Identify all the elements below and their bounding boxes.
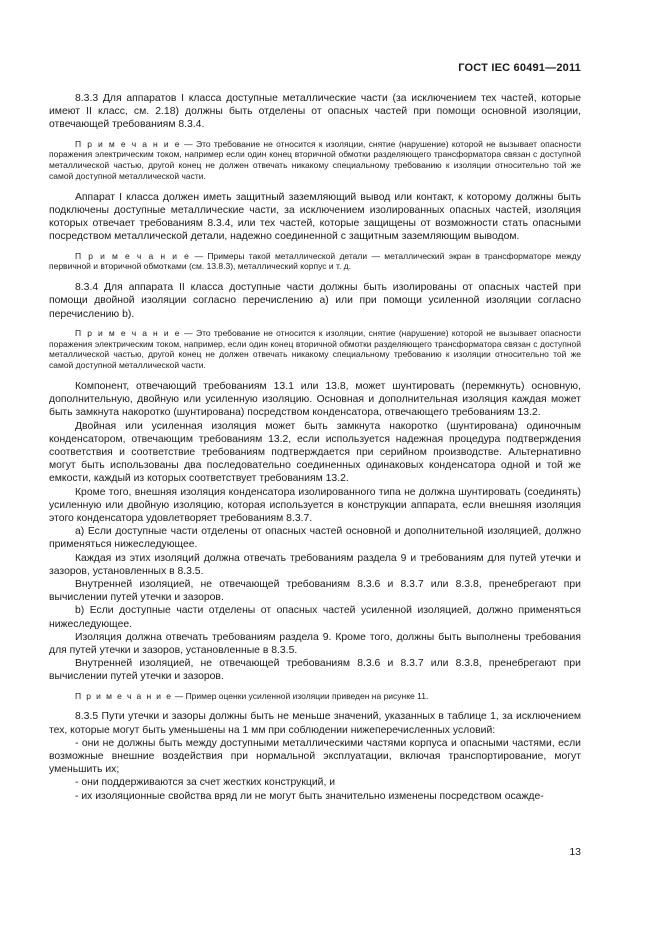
note-paragraph	[49, 328, 581, 371]
list-item-b: b) Если доступные части отделены от опасных частей усиленной изоляцией, должно применяться нижеследующее.	[49, 605, 581, 630]
page-body	[49, 92, 581, 803]
condition-item: - они поддерживаются за счет жестких конструкций, и	[75, 777, 336, 789]
clause-8-3-3: 8.3.3 Для аппаратов I класса доступные металлические части (за исключением тех частей, которые имеют II класс, см. 2.18) должны быть отделены от опасных частей при помощи основной изоляции, отвечающей требованиям 8.3.4.	[49, 93, 581, 131]
body-paragraph: Двойная или усиленная изоляция может быть замкнута накоротко (шунтирована) одиночным конденсатором, отвечающим требованиям 13.2, если используется надежная процедура подтверждения соответствия и соответствие требованиям подтверждается при серийном производстве. Альтернативно могут быть использованы два последовательно соединенных одинаковых конденсатора одной и той же емкости, каждый из которых соответствует требованиям 13.2.	[49, 420, 581, 485]
note-paragraph	[49, 139, 581, 182]
clause-8-3-4: 8.3.4 Для аппарата II класса доступные части должны быть изолированы от опасных частей при помощи двойной изоляции согласно перечислению а) или при помощи усиленной изоляции согласно перечислению b).	[49, 282, 581, 320]
body-paragraph: Каждая из этих изоляций должна отвечать требованиям раздела 9 и требованиям для путей утечки и зазоров, установленных в 8.3.5.	[49, 552, 581, 577]
body-paragraph: Изоляция должна отвечать требованиям раздела 9. Кроме того, должны быть выполнены требования для путей утечки и зазоров, установленные в 8.3.5.	[49, 631, 581, 657]
note-paragraph	[49, 691, 581, 702]
standard-header: ГОСТ IEC 60491—2011	[458, 62, 581, 74]
body-paragraph: Кроме того, внешняя изоляция конденсатора изолированного типа не должна шунтировать (соединять) усиленную или двойную изоляцию, которая используется в конструкции аппарата, если внешняя изоляция этого конденсатора удовлетворяет требованиям 8.3.7.	[49, 486, 581, 525]
note-text: — Это требование не относится к изоляции, снятие (нарушение) которой не вызывает опасности поражения электрическим током, например если один конец вторичной обмотки разделяющего трансформатора связан с доступной металлической частью, другой конец не должен отвечать никакому специальному требованию к изоляции относительно той же самой доступной металлической части.	[49, 138, 581, 181]
clause-8-3-5: 8.3.5 Пути утечки и зазоры должны быть не меньше значений, указанных в таблице 1, за исключением тех, которые могут быть уменьшены на 1 мм при соблюдении нижеперечисленных условий:	[49, 711, 581, 736]
note-text: — Пример оценки усиленной изоляции приведен на рисунке 11.	[172, 690, 429, 701]
note-label: П р и м е ч а н и е	[75, 690, 173, 701]
class-1-paragraph: Аппарат I класса должен иметь защитный заземляющий вывод или контакт, к которому должны быть подключены доступные металлические части, за исключением изолированных опасных частей, изоляция которых отвечает требованиям 8.3.4, или тех частей, которые защищены от возможности стать опасными посредством металлической детали, надежно соединенной с защитным заземляющим выводом.	[49, 191, 581, 243]
note-label: П р и м е ч а н и е	[75, 250, 191, 261]
condition-item: - их изоляционные свойства вряд ли не могут быть значительно изменены посредством осажде-	[75, 790, 544, 802]
condition-item: - они не должны быть между доступными металлическими частями корпуса и опасными частями, если возможные внешние воздействия при нормальной эксплуатации, включая транспортирование, могут уменьшить их;	[49, 737, 581, 776]
note-text: — Примеры такой металлической детали — металлический экран в трансформаторе между первичной и вторичной обмотками (см. 13.8.3), металлический корпус и т. д.	[49, 250, 581, 272]
page-number: 13	[569, 846, 581, 858]
list-item-a: а) Если доступные части отделены от опасных частей основной и дополнительной изоляцией, должно применяться нижеследующее.	[49, 526, 581, 551]
note-text: — Это требование не относится к изоляции, снятие (нарушение) которой не вызывает опасности поражения электрическим током, например, если один конец вторичной обмотки разделяющего трансформатора связан с доступной металлической частью, другой конец не должен отвечать никакому специальному требованию к изоляции относительно той же самой доступной металлической части.	[49, 327, 581, 371]
body-paragraph: Компонент, отвечающий требованиям 13.1 или 13.8, может шунтировать (перемкнуть) основную, дополнительную, двойную или усиленную изоляцию. Основная и дополнительная изоляция каждая может быть замкнута накоротко (шунтирована) посредством конденсатора, отвечающего требованиям 13.2.	[49, 381, 581, 419]
note-label: П р и м е ч а н и е	[75, 327, 181, 338]
note-paragraph	[49, 251, 581, 273]
note-label: П р и м е ч а н и е	[75, 138, 181, 149]
body-paragraph: Внутренней изоляцией, не отвечающей требованиям 8.3.6 и 8.3.7 или 8.3.8, пренебрегают при вычислении путей утечки и зазоров.	[49, 658, 581, 683]
body-paragraph: Внутренней изоляцией, не отвечающей требованиям 8.3.6 и 8.3.7 или 8.3.8, пренебрегают при вычислении путей утечки и зазоров.	[49, 579, 581, 604]
